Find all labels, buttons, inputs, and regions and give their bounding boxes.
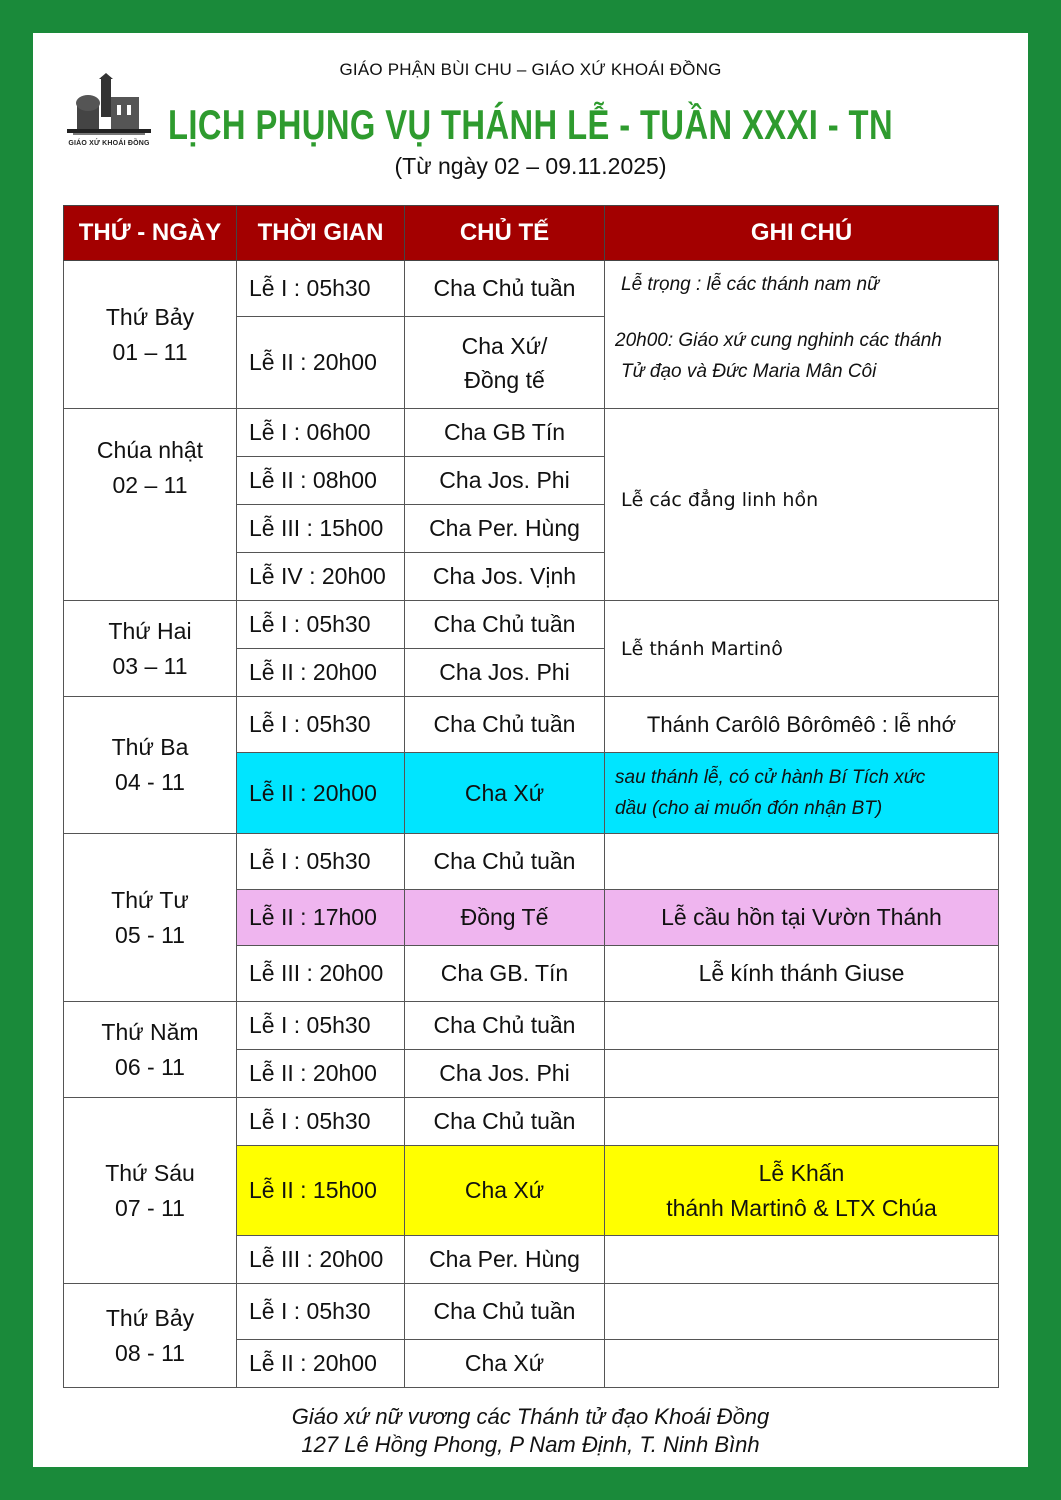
table-row: [64, 1284, 999, 1340]
note-cell: Thánh Carôlô Bôrômêô : lễ nhớ: [605, 697, 999, 753]
mass-time: Lễ I : 05h30: [237, 1284, 405, 1340]
mass-time: Lễ I : 05h30: [237, 601, 405, 649]
note-cell: [605, 753, 999, 834]
col-header-day: THỨ - NGÀY: [64, 206, 237, 261]
mass-time: Lễ II : 20h00: [237, 649, 405, 697]
day-date: 08 - 11: [115, 1339, 185, 1366]
celebrant: Cha Jos. Phi: [405, 649, 605, 697]
mass-time: Lễ III : 20h00: [237, 946, 405, 1002]
celebrant: Cha Jos. Phi: [405, 1050, 605, 1098]
day-cell: [64, 409, 237, 601]
note-line: Tử đạo và Đức Maria Mân Côi: [621, 361, 877, 382]
day-name: Chúa nhật: [96, 437, 204, 463]
mass-time: Lễ II : 20h00: [237, 317, 405, 409]
celebrant: Cha Chủ tuần: [405, 261, 605, 317]
day-date: 07 - 11: [115, 1194, 185, 1221]
note-cell: Lễ các đẳng linh hồn: [605, 409, 999, 601]
day-cell: [64, 1098, 237, 1284]
table-row: [64, 261, 999, 317]
note-cell: Lễ kính thánh Giuse: [605, 946, 999, 1002]
mass-time: Lễ III : 20h00: [237, 1236, 405, 1284]
celebrant: Đồng Tế: [405, 890, 605, 946]
footer-parish: Giáo xứ nữ vương các Thánh tử đạo Khoái Đồng: [291, 1404, 770, 1429]
note-line: Lễ trọng : lễ các thánh nam nữ: [621, 274, 880, 295]
day-date: 02 – 11: [112, 472, 188, 498]
mass-time: Lễ III : 15h00: [237, 505, 405, 553]
note-line: thánh Martinô & LTX Chúa: [666, 1194, 937, 1221]
day-name: Thứ Năm: [101, 1018, 199, 1045]
day-name: Thứ Bảy: [105, 1304, 195, 1331]
note-cell: [605, 1098, 999, 1146]
day-date: 04 - 11: [115, 769, 185, 795]
mass-time: Lễ I : 06h00: [237, 409, 405, 457]
mass-time: Lễ I : 05h30: [237, 697, 405, 753]
celebrant: Cha Xứ: [405, 1146, 605, 1236]
celebrant: Cha Chủ tuần: [405, 601, 605, 649]
day-date: 03 – 11: [112, 652, 188, 679]
day-name: Thứ Ba: [111, 734, 189, 760]
day-date: 01 – 11: [112, 338, 188, 365]
mass-time: Lễ II : 15h00: [237, 1146, 405, 1236]
celebrant: Cha Chủ tuần: [405, 697, 605, 753]
table-header-row: [64, 206, 999, 261]
table-row: [64, 1098, 999, 1146]
note-cell: [605, 1236, 999, 1284]
day-cell: [64, 1284, 237, 1388]
day-cell: [64, 1002, 237, 1098]
footer-address: 127 Lê Hồng Phong, P Nam Định, T. Ninh Bình: [301, 1432, 760, 1457]
mass-time: Lễ II : 17h00: [237, 890, 405, 946]
day-date: 06 - 11: [115, 1053, 185, 1080]
page-title: LỊCH PHỤNG VỤ THÁNH LỄ - TUẦN XXXI - TN: [167, 101, 894, 148]
mass-time: Lễ I : 05h30: [237, 1002, 405, 1050]
day-name: Thứ Sáu: [105, 1159, 195, 1186]
note-cell: Lễ thánh Martinô: [605, 601, 999, 697]
mass-time: Lễ II : 20h00: [237, 1340, 405, 1388]
mass-time: Lễ I : 05h30: [237, 1098, 405, 1146]
day-name: Thứ Bảy: [105, 303, 195, 330]
note-cell: [605, 1146, 999, 1236]
col-header-note: GHI CHÚ: [605, 206, 999, 261]
logo-label: GIÁO XỨ KHOÁI ĐỒNG: [68, 140, 150, 147]
mass-time: Lễ II : 08h00: [237, 457, 405, 505]
mass-time: Lễ I : 05h30: [237, 834, 405, 890]
mass-time: Lễ IV : 20h00: [237, 553, 405, 601]
celebrant: Cha Chủ tuần: [405, 1098, 605, 1146]
day-cell: [64, 601, 237, 697]
celebrant: Cha GB Tín: [405, 409, 605, 457]
day-name: Thứ Tư: [111, 886, 189, 913]
celebrant: Cha GB. Tín: [405, 946, 605, 1002]
note-cell: [605, 834, 999, 890]
celebrant-line: Cha Xứ/: [461, 332, 548, 359]
celebrant: Cha Jos. Phi: [405, 457, 605, 505]
mass-time: Lễ II : 20h00: [237, 753, 405, 834]
day-name: Thứ Hai: [108, 617, 192, 644]
col-header-celebrant: CHỦ TẾ: [405, 206, 605, 261]
table-row: [64, 834, 999, 890]
schedule-table: [63, 205, 999, 1388]
date-range: (Từ ngày 02 – 09.11.2025): [394, 153, 667, 179]
celebrant: Cha Per. Hùng: [405, 505, 605, 553]
table-row: [64, 601, 999, 649]
table-row: [64, 409, 999, 457]
note-cell: [605, 261, 999, 409]
note-line: 20h00: Giáo xứ cung nghinh các thánh: [615, 330, 942, 351]
mass-time: Lễ II : 20h00: [237, 1050, 405, 1098]
celebrant-line: Đồng tế: [464, 366, 545, 393]
note-line: dầu (cho ai muốn đón nhận BT): [615, 798, 883, 819]
note-cell: [605, 1284, 999, 1340]
table-row: [64, 1002, 999, 1050]
diocese-line: GIÁO PHẬN BÙI CHU – GIÁO XỨ KHOÁI ĐỒNG: [339, 60, 722, 79]
celebrant: Cha Chủ tuần: [405, 834, 605, 890]
note-line: Lễ Khấn: [758, 1159, 845, 1186]
celebrant: [405, 317, 605, 409]
table-row: [64, 697, 999, 753]
celebrant: Cha Jos. Vịnh: [405, 553, 605, 601]
celebrant: Cha Xứ: [405, 753, 605, 834]
day-cell: [64, 834, 237, 1002]
schedule-sheet: [33, 33, 1028, 1467]
celebrant: Cha Chủ tuần: [405, 1284, 605, 1340]
note-cell: [605, 1002, 999, 1050]
note-cell: Lễ cầu hồn tại Vườn Thánh: [605, 890, 999, 946]
mass-time: Lễ I : 05h30: [237, 261, 405, 317]
celebrant: Cha Chủ tuần: [405, 1002, 605, 1050]
day-cell: [64, 697, 237, 834]
celebrant: Cha Per. Hùng: [405, 1236, 605, 1284]
celebrant: Cha Xứ: [405, 1340, 605, 1388]
note-cell: [605, 1050, 999, 1098]
footer: [33, 1403, 1028, 1459]
day-cell: [64, 261, 237, 409]
day-date: 05 - 11: [115, 921, 185, 948]
note-cell: [605, 1340, 999, 1388]
col-header-time: THỜI GIAN: [237, 206, 405, 261]
note-line: sau thánh lễ, có cử hành Bí Tích xức: [615, 767, 926, 788]
